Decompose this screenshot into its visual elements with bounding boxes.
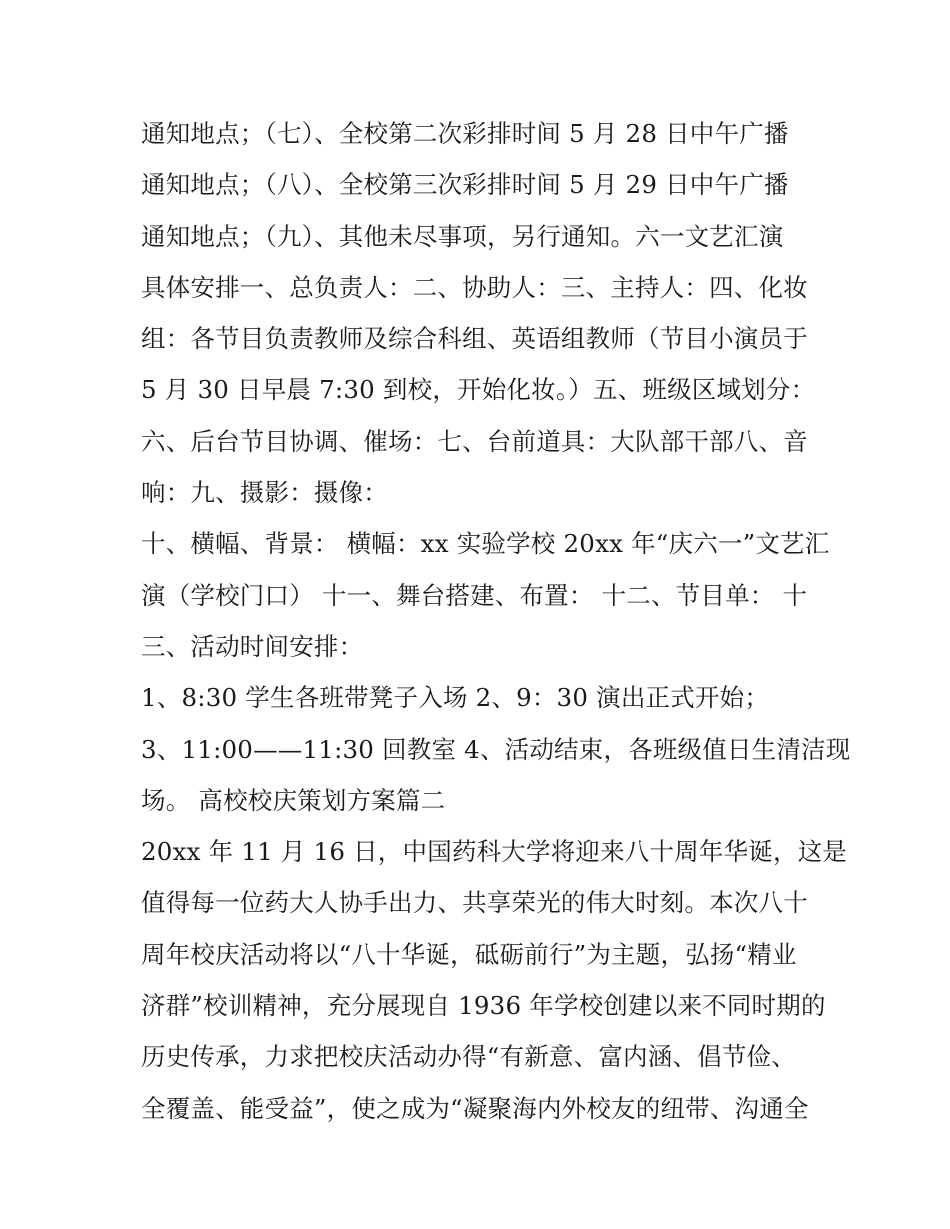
text-line: 周年校庆活动将以“八十华诞，砥砺前行”为主题，弘扬“精业 (141, 939, 797, 969)
text-line: 3、11:00——11:30 回教室 4、活动结束，各班级值日生清洁现 (141, 734, 851, 764)
text-line: 响：九、摄影：摄像： (141, 478, 388, 508)
text-line: 具体安排一、总负责人：二、协助人：三、主持人：四、化妆 (141, 272, 808, 302)
text-line: 1、8:30 学生各班带凳子入场 2、9：30 演出正式开始； (141, 683, 770, 713)
text-line: 20xx 年 11 月 16 日，中国药科大学将迎来八十周年华诞，这是 (141, 837, 848, 867)
text-line: 5 月 30 日早晨 7:30 到校，开始化妆。）五、班级区域划分： (141, 375, 816, 405)
text-line: 组：各节目负责教师及综合科组、英语组教师（节目小演员于 (141, 324, 808, 354)
text-line: 通知地点；（八）、全校第三次彩排时间 5 月 29 日中午广播 (141, 170, 789, 200)
text-line: 三、活动时间安排： (141, 631, 364, 661)
text-line: 六、后台节目协调、催场：七、台前道具：大队部干部八、音 (141, 426, 808, 456)
text-line: 十、横幅、背景： 横幅：xx 实验学校 20xx 年“庆六一”文艺汇 (141, 529, 830, 559)
text-line: 演（学校门口） 十一、舞台搭建、布置： 十二、节目单： 十 (141, 580, 808, 610)
text-line: 济群”校训精神，充分展现自 1936 年学校创建以来不同时期的 (141, 991, 826, 1021)
text-line: 通知地点；（九）、其他未尽事项，另行通知。六一文艺汇演 (141, 221, 784, 251)
text-line: 通知地点；（七）、全校第二次彩排时间 5 月 28 日中午广播 (141, 119, 789, 148)
text-line: 场。 高校校庆策划方案篇二 (141, 785, 446, 815)
text-line: 值得每一位药大人协手出力、共享荣光的伟大时刻。本次八十 (141, 888, 808, 918)
text-line: 历史传承，力求把校庆活动办得“有新意、富内涵、倡节俭、 (141, 1042, 796, 1072)
document-body (141, 108, 851, 1134)
text-line: 全覆盖、能受益”，使之成为“凝聚海内外校友的纽带、沟通全 (141, 1093, 809, 1123)
